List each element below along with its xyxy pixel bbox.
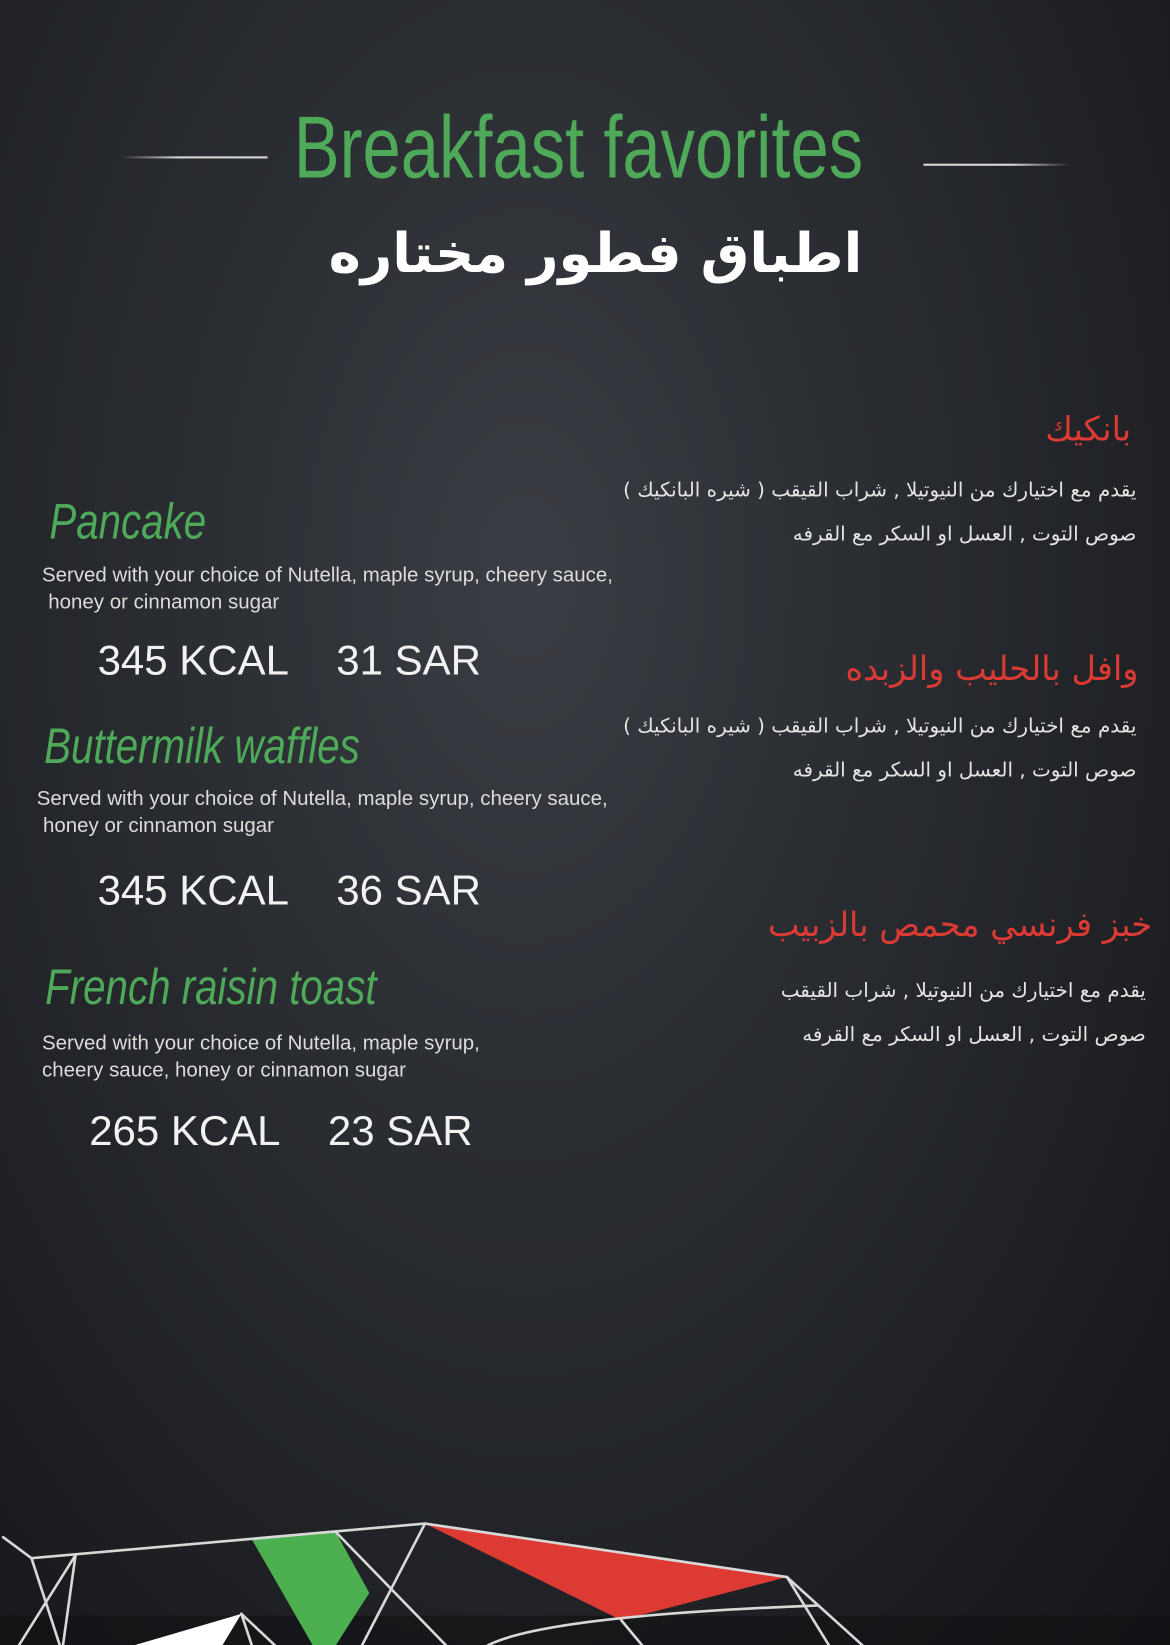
item-price: 31 SAR	[336, 637, 481, 685]
page-title: Breakfast favorites	[293, 97, 864, 197]
red-shape	[425, 1524, 787, 1621]
item-name-french-raisin-toast: French raisin toast	[45, 960, 377, 1016]
page-title-arabic: اطباق فطور مختاره	[328, 222, 863, 286]
description-line: cheery sauce, honey or cinnamon sugar	[41, 1058, 406, 1082]
description-line: honey or cinnamon sugar	[48, 590, 280, 614]
description-line: صوص التوت , العسل او السكر مع القرفه	[792, 522, 1137, 546]
description-line: Served with your choice of Nutella, maple syrup,	[41, 1031, 480, 1055]
description-line: صوص التوت , العسل او السكر مع القرفه	[792, 758, 1137, 782]
description-line: يقدم مع اختيارك من النيوتيلا , شراب القيقب ( شيره البانكيك )	[623, 478, 1137, 502]
item-name-pancake: Pancake	[49, 494, 207, 550]
item-name-arabic: خبز فرنسي محمص بالزبيب	[767, 904, 1153, 945]
item-name-arabic: وافل بالحليب والزبده	[845, 648, 1139, 689]
item-name-buttermilk-waffles: Buttermilk waffles	[44, 718, 360, 775]
description-line: Served with your choice of Nutella, maple syrup, cheery sauce,	[41, 563, 613, 587]
description-line: يقدم مع اختيارك من النيوتيلا , شراب القيقب	[780, 978, 1146, 1003]
description-line: honey or cinnamon sugar	[43, 813, 274, 837]
description-line: Served with your choice of Nutella, maple syrup, cheery sauce,	[36, 786, 608, 811]
description-line: يقدم مع اختيارك من النيوتيلا , شراب القيقب ( شيره البانكيك )	[623, 714, 1137, 738]
item-name-arabic: بانكيك	[1045, 409, 1132, 450]
item-kcal: 345 KCAL	[97, 637, 289, 685]
item-kcal: 345 KCAL	[97, 867, 289, 914]
description-line: صوص التوت , العسل او السكر مع القرفه	[802, 1023, 1146, 1047]
item-price: 23 SAR	[327, 1108, 473, 1155]
item-kcal: 265 KCAL	[89, 1108, 281, 1155]
item-price: 36 SAR	[336, 867, 481, 914]
